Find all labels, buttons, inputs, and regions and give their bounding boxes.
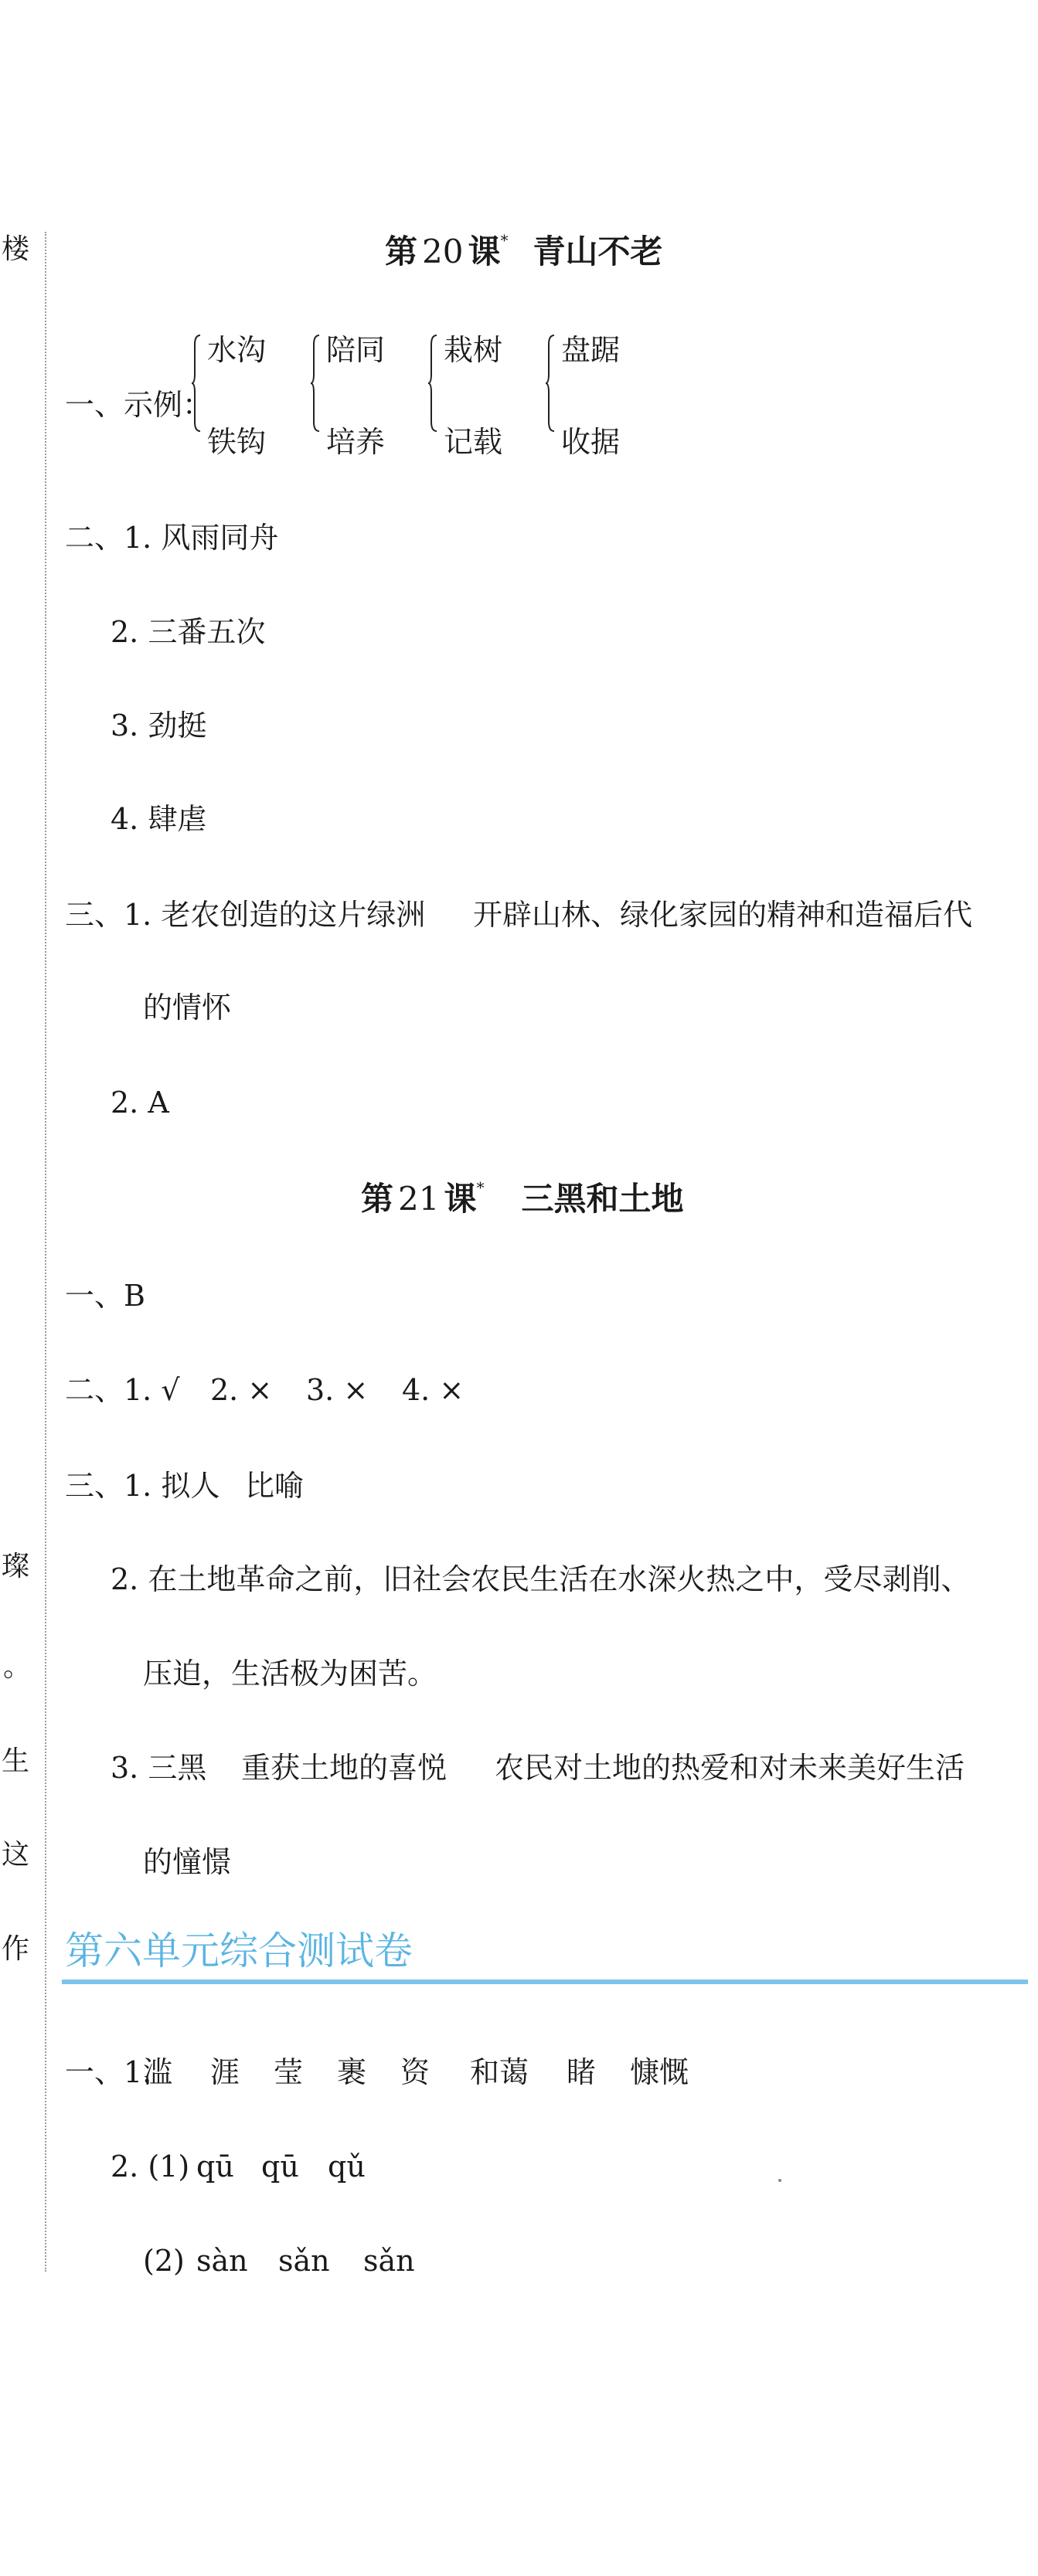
l21-q3-4-c: 农民对土地的热爱和对未来美好生活 xyxy=(495,1751,965,1785)
l20-q3-1-a: 三、1. 老农创造的这片绿洲 xyxy=(65,898,426,932)
l21-q3-1-b: 比喻 xyxy=(245,1469,305,1503)
l21-q1: 一、B xyxy=(65,1279,145,1313)
l21-q3-2: 2. 在土地革命之前，旧社会农民生活在水深火热之中，受尽剥削、 xyxy=(111,1562,971,1596)
margin-char-5: 这 xyxy=(2,1839,30,1871)
pair-2-top: 陪同 xyxy=(326,333,386,367)
brace-4 xyxy=(546,334,555,433)
l20-q2-3: 3. 劲挺 xyxy=(111,709,207,743)
pair-3-bottom: 记载 xyxy=(444,425,503,459)
l21-q2-4: 4. × xyxy=(402,1373,465,1407)
u6-q2-2-item-2: sǎn xyxy=(278,2244,330,2278)
l21-q2-2: 2. × xyxy=(210,1373,273,1407)
l21-q3-4-a: 3. 三黑 xyxy=(111,1751,207,1785)
u6-q2-1-item-2: qū xyxy=(261,2149,299,2183)
brace-3 xyxy=(428,334,437,433)
pair-1-bottom: 铁钩 xyxy=(207,425,267,459)
margin-char-3: 。 xyxy=(3,1651,32,1683)
l21-q3-3: 压迫，生活极为困苦。 xyxy=(143,1657,437,1691)
l21-q2-3: 3. × xyxy=(306,1373,369,1407)
margin-char-2: 璨 xyxy=(2,1551,30,1582)
l21-q2-1: 二、1. √ xyxy=(65,1373,180,1407)
l21-q3-1-a: 三、1. 拟人 xyxy=(65,1469,220,1503)
brace-2 xyxy=(311,334,320,433)
u6-q1-word-7: 睹 xyxy=(567,2055,597,2089)
u6-q2-1-prefix: 2. (1) xyxy=(111,2149,190,2183)
margin-char-1: 楼 xyxy=(2,233,30,265)
unit-6-title: 第六单元综合测试卷 xyxy=(65,1929,413,1973)
l20-q3-2: 的情怀 xyxy=(143,991,232,1025)
column-divider xyxy=(45,232,46,2272)
u6-q1-word-4: 裹 xyxy=(337,2055,367,2089)
u6-q1-word-1: 滥 xyxy=(143,2055,173,2089)
u6-q2-2-item-3: sǎn xyxy=(363,2244,415,2278)
l20-q2-4: 4. 肆虐 xyxy=(111,802,207,836)
l20-q3-3: 2. A xyxy=(111,1086,169,1120)
l20-q3-1-b: 开辟山林、绿化家园的精神和造福后代 xyxy=(473,898,973,932)
brace-1 xyxy=(192,334,201,433)
margin-char-6: 作 xyxy=(2,1933,30,1965)
pair-4-bottom: 收据 xyxy=(561,425,621,459)
u6-q2-1-item-1: qū xyxy=(196,2149,234,2183)
u6-q2-1-item-3: qǔ xyxy=(328,2149,366,2183)
u6-q1-word-8: 慷慨 xyxy=(630,2055,689,2089)
speck xyxy=(778,2179,781,2182)
u6-q1-word-6: 和蔼 xyxy=(470,2055,529,2089)
margin-char-4: 生 xyxy=(2,1745,30,1777)
pair-3-top: 栽树 xyxy=(444,333,503,367)
u6-q1-word-3: 莹 xyxy=(274,2055,304,2089)
u6-q1-word-5: 资 xyxy=(400,2055,431,2089)
u6-q2-2-item-1: sàn xyxy=(196,2244,248,2278)
l21-q3-4-b: 重获土地的喜悦 xyxy=(241,1751,448,1785)
pair-2-bottom: 培养 xyxy=(326,425,386,459)
l20-q2-1: 二、1. 风雨同舟 xyxy=(65,521,279,555)
unit-6-title-underline xyxy=(62,1980,1028,1984)
l20-q2-2: 2. 三番五次 xyxy=(111,615,266,649)
lesson-21-title: 第 21 课* 三黑和土地 xyxy=(361,1178,684,1218)
lesson-20-title: 第 20 课* 青山不老 xyxy=(385,231,663,270)
u6-q1-word-2: 涯 xyxy=(210,2055,240,2089)
u6-q1-prefix: 一、1. xyxy=(65,2055,152,2089)
l20-q1-label: 一、示例： xyxy=(65,388,213,422)
pair-1-top: 水沟 xyxy=(207,333,267,367)
pair-4-top: 盘踞 xyxy=(561,333,621,367)
u6-q2-2-prefix: (2) xyxy=(143,2244,185,2278)
l21-q3-5: 的憧憬 xyxy=(143,1845,232,1879)
